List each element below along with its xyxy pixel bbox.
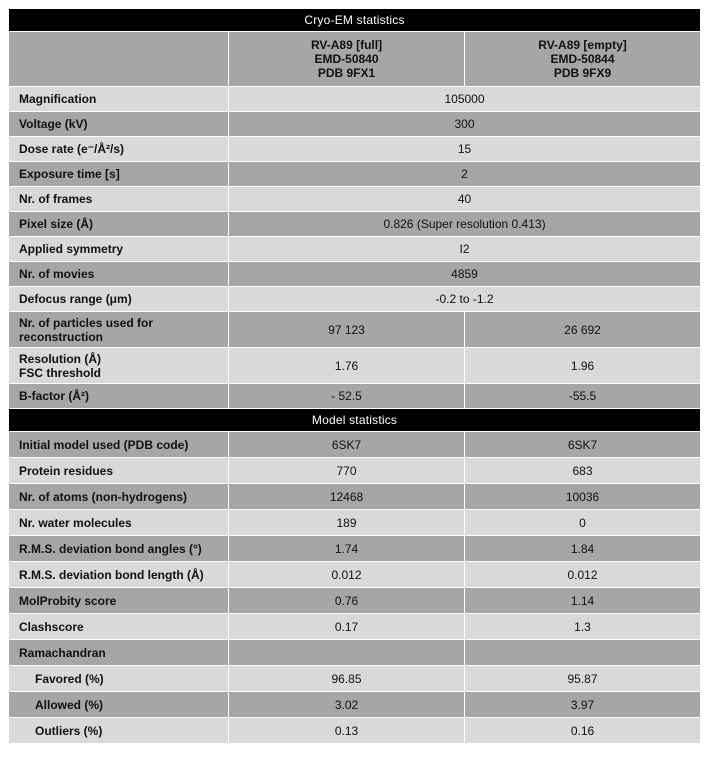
row-value: 4859 (229, 262, 701, 287)
table-row (9, 287, 701, 312)
row-value-full: - 52.5 (229, 384, 465, 409)
row-value-empty: 683 (465, 458, 701, 484)
model-section-title: Model statistics (9, 409, 701, 432)
statistics-table (8, 8, 701, 744)
row-value-empty (465, 640, 701, 666)
table-row (9, 384, 701, 409)
table-row (9, 562, 701, 588)
table-row (9, 640, 701, 666)
row-label: Outliers (%) (9, 718, 229, 744)
row-label: Nr. water molecules (9, 510, 229, 536)
table-row (9, 432, 701, 458)
row-value-full: 12468 (229, 484, 465, 510)
table-row (9, 112, 701, 137)
row-value-full: 1.76 (229, 348, 465, 384)
column-header-empty-pdb: PDB 9FX9 (553, 66, 612, 80)
table-row (9, 162, 701, 187)
row-label: Applied symmetry (9, 237, 229, 262)
table-row (9, 458, 701, 484)
table-row (9, 666, 701, 692)
row-value: 15 (229, 137, 701, 162)
row-value-empty: 1.14 (465, 588, 701, 614)
cryo-section-header (9, 9, 701, 32)
column-header-empty-particle (465, 32, 701, 87)
row-value-empty: 0 (465, 510, 701, 536)
row-label-line: FSC threshold (19, 365, 102, 380)
row-value-full: 3.02 (229, 692, 465, 718)
row-label: Voltage (kV) (9, 112, 229, 137)
row-value-empty: 95.87 (465, 666, 701, 692)
table-row (9, 262, 701, 287)
row-value: 105000 (229, 87, 701, 112)
row-label: Magnification (9, 87, 229, 112)
column-header-empty-name: RV-A89 [empty] (538, 38, 627, 52)
row-label: R.M.S. deviation bond length (Å) (9, 562, 229, 588)
row-label: Allowed (%) (9, 692, 229, 718)
row-value-full (229, 640, 465, 666)
row-label-line: reconstruction (19, 329, 104, 344)
statistics-table-container (8, 8, 700, 744)
row-value-full: 0.13 (229, 718, 465, 744)
row-label: Nr. of movies (9, 262, 229, 287)
row-label: Initial model used (PDB code) (9, 432, 229, 458)
table-row (9, 312, 701, 348)
row-label-line: Resolution (Å) (19, 351, 101, 366)
column-header-empty (9, 32, 229, 87)
row-value-empty: -55.5 (465, 384, 701, 409)
row-label: MolProbity score (9, 588, 229, 614)
column-header-full (229, 32, 465, 87)
row-value-full: 0.012 (229, 562, 465, 588)
row-value-full: 97 123 (229, 312, 465, 348)
row-value-empty: 6SK7 (465, 432, 701, 458)
row-label (9, 312, 229, 348)
row-label: Dose rate (e⁻/Å²/s) (9, 137, 229, 162)
row-value-empty: 0.16 (465, 718, 701, 744)
row-value-full: 1.74 (229, 536, 465, 562)
row-value: -0.2 to -1.2 (229, 287, 701, 312)
row-value: 2 (229, 162, 701, 187)
row-value-empty: 1.3 (465, 614, 701, 640)
row-value-full: 770 (229, 458, 465, 484)
row-value-empty: 3.97 (465, 692, 701, 718)
table-row (9, 510, 701, 536)
row-value: 0.826 (Super resolution 0.413) (229, 212, 701, 237)
table-row (9, 348, 701, 384)
model-section-header (9, 409, 701, 432)
row-value: 40 (229, 187, 701, 212)
row-value-empty: 26 692 (465, 312, 701, 348)
column-header-empty-emd: EMD-50844 (550, 52, 615, 66)
table-row (9, 237, 701, 262)
table-row (9, 212, 701, 237)
row-value-empty: 10036 (465, 484, 701, 510)
row-label: Defocus range (μm) (9, 287, 229, 312)
row-label: Nr. of atoms (non-hydrogens) (9, 484, 229, 510)
row-value: I2 (229, 237, 701, 262)
cryo-section-title: Cryo-EM statistics (9, 9, 701, 32)
column-header-full-pdb: PDB 9FX1 (317, 66, 376, 80)
table-row (9, 692, 701, 718)
row-label: R.M.S. deviation bond angles (°) (9, 536, 229, 562)
row-label-line: Nr. of particles used for (19, 315, 154, 330)
table-row (9, 588, 701, 614)
row-value-empty: 1.96 (465, 348, 701, 384)
row-label: Pixel size (Å) (9, 212, 229, 237)
row-value-full: 189 (229, 510, 465, 536)
column-header-full-emd: EMD-50840 (314, 52, 379, 66)
row-value-full: 6SK7 (229, 432, 465, 458)
table-row (9, 614, 701, 640)
table-row (9, 137, 701, 162)
column-header-full-name: RV-A89 [full] (310, 38, 383, 52)
row-value-empty: 0.012 (465, 562, 701, 588)
row-label: B-factor (Å²) (9, 384, 229, 409)
table-row (9, 536, 701, 562)
row-label: Clashscore (9, 614, 229, 640)
column-header-row (9, 32, 701, 87)
row-value-full: 0.17 (229, 614, 465, 640)
row-value-full: 0.76 (229, 588, 465, 614)
table-row (9, 484, 701, 510)
row-label (9, 348, 229, 384)
row-label: Ramachandran (9, 640, 229, 666)
row-value-empty: 1.84 (465, 536, 701, 562)
row-label: Favored (%) (9, 666, 229, 692)
row-label: Protein residues (9, 458, 229, 484)
row-label: Nr. of frames (9, 187, 229, 212)
row-value: 300 (229, 112, 701, 137)
table-row (9, 718, 701, 744)
row-value-full: 96.85 (229, 666, 465, 692)
table-row (9, 187, 701, 212)
table-row (9, 87, 701, 112)
row-label: Exposure time [s] (9, 162, 229, 187)
